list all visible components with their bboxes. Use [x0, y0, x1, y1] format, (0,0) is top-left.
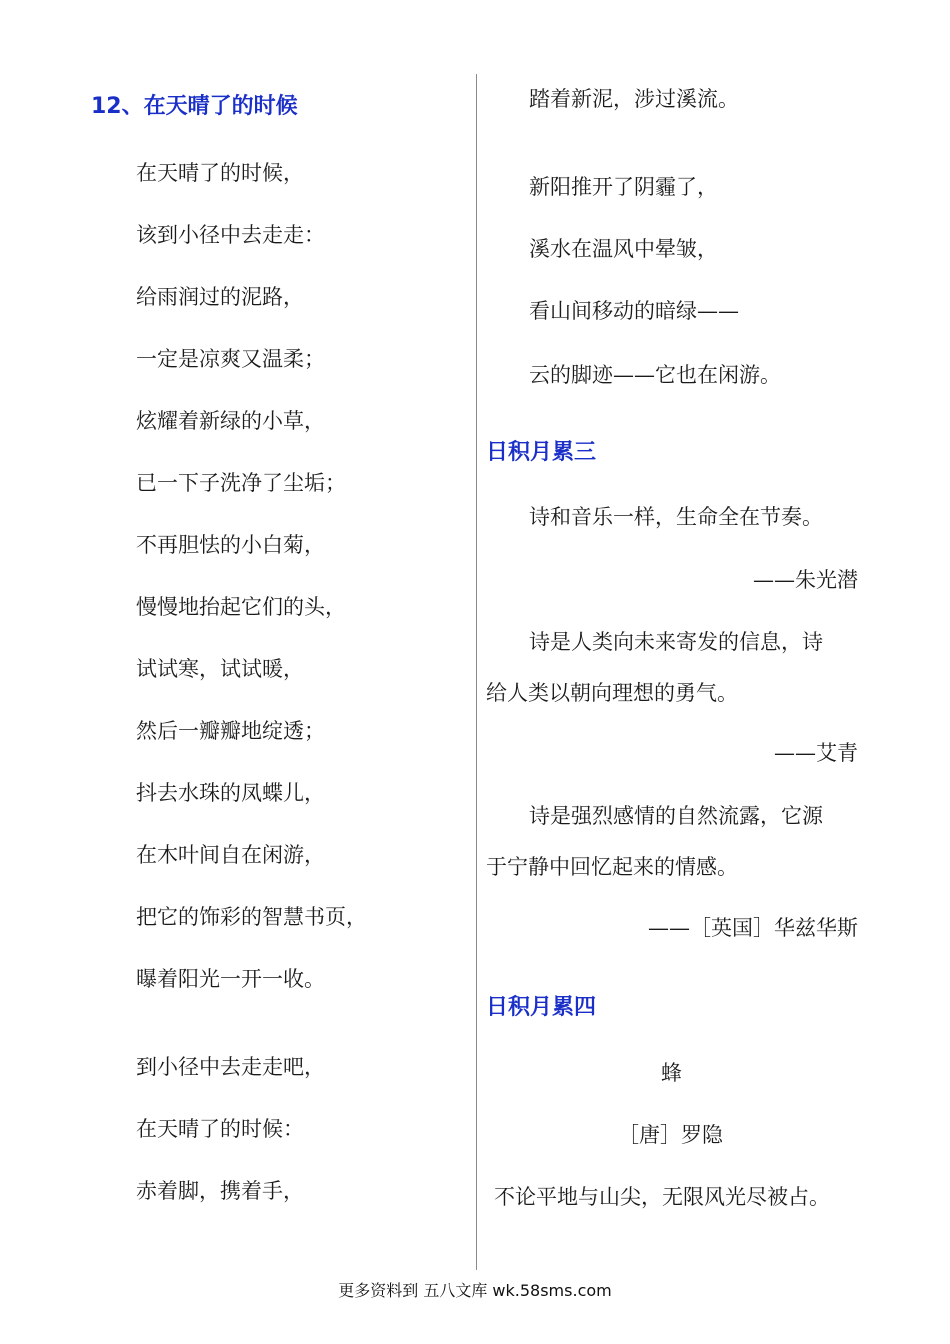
quote-text: 给人类以朝向理想的勇气。: [486, 681, 738, 705]
left-column: [0, 0, 476, 1290]
classic-poem-title: 蜂: [661, 1061, 682, 1085]
section-heading-4: 日积月累四: [486, 995, 597, 1020]
poem-line: 慢慢地抬起它们的头，: [136, 595, 346, 619]
quote-text: 于宁静中回忆起来的情感。: [486, 855, 738, 879]
column-divider: [476, 74, 477, 1270]
section-heading-3: 日积月累三: [486, 440, 597, 465]
quote-author: ——［英国］华兹华斯: [648, 916, 858, 940]
poem-line: 给雨润过的泥路，: [136, 285, 304, 309]
quote-text: 诗和音乐一样，生命全在节奏。: [529, 505, 823, 529]
footer-source: 更多资料到 五八文库 wk.58sms.com: [338, 1281, 612, 1300]
poem-line: 新阳推开了阴霾了，: [529, 175, 718, 199]
right-column: [478, 0, 950, 1290]
poem-line: 踏着新泥，涉过溪流。: [529, 87, 739, 111]
classic-poem-author: ［唐］罗隐: [618, 1123, 723, 1147]
poem-line: 曝着阳光一开一收。: [136, 967, 325, 991]
poem-line: 试试寒，试试暖，: [136, 657, 304, 681]
poem-line: 云的脚迹——它也在闲游。: [529, 363, 781, 387]
poem-title-heading: 12、在天晴了的时候: [91, 94, 298, 119]
poem-line: 看山间移动的暗绿——: [529, 299, 739, 323]
poem-line: 在天晴了的时候，: [136, 161, 304, 185]
poem-line: 已一下子洗净了尘垢；: [136, 471, 346, 495]
poem-line: 在木叶间自在闲游，: [136, 843, 325, 867]
poem-line: 到小径中去走走吧，: [136, 1055, 325, 1079]
poem-line: 把它的饰彩的智慧书页，: [136, 905, 367, 929]
poem-line: 炫耀着新绿的小草，: [136, 409, 325, 433]
quote-author: ——朱光潜: [753, 568, 858, 592]
poem-line: 该到小径中去走走：: [136, 223, 325, 247]
quote-text: 诗是人类向未来寄发的信息，诗: [529, 630, 823, 654]
quote-text: 诗是强烈感情的自然流露，它源: [529, 804, 823, 828]
poem-line: 在天晴了的时候：: [136, 1117, 304, 1141]
poem-line: 一定是凉爽又温柔；: [136, 347, 325, 371]
quote-author: ——艾青: [774, 741, 858, 765]
poem-line: 抖去水珠的凤蝶儿，: [136, 781, 325, 805]
poem-line: 然后一瓣瓣地绽透；: [136, 719, 325, 743]
poem-line: 不再胆怯的小白菊，: [136, 533, 325, 557]
poem-line: 赤着脚，携着手，: [136, 1179, 304, 1203]
classic-poem-line: 不论平地与山尖，无限风光尽被占。: [494, 1185, 830, 1209]
poem-line: 溪水在温风中晕皱，: [529, 237, 718, 261]
